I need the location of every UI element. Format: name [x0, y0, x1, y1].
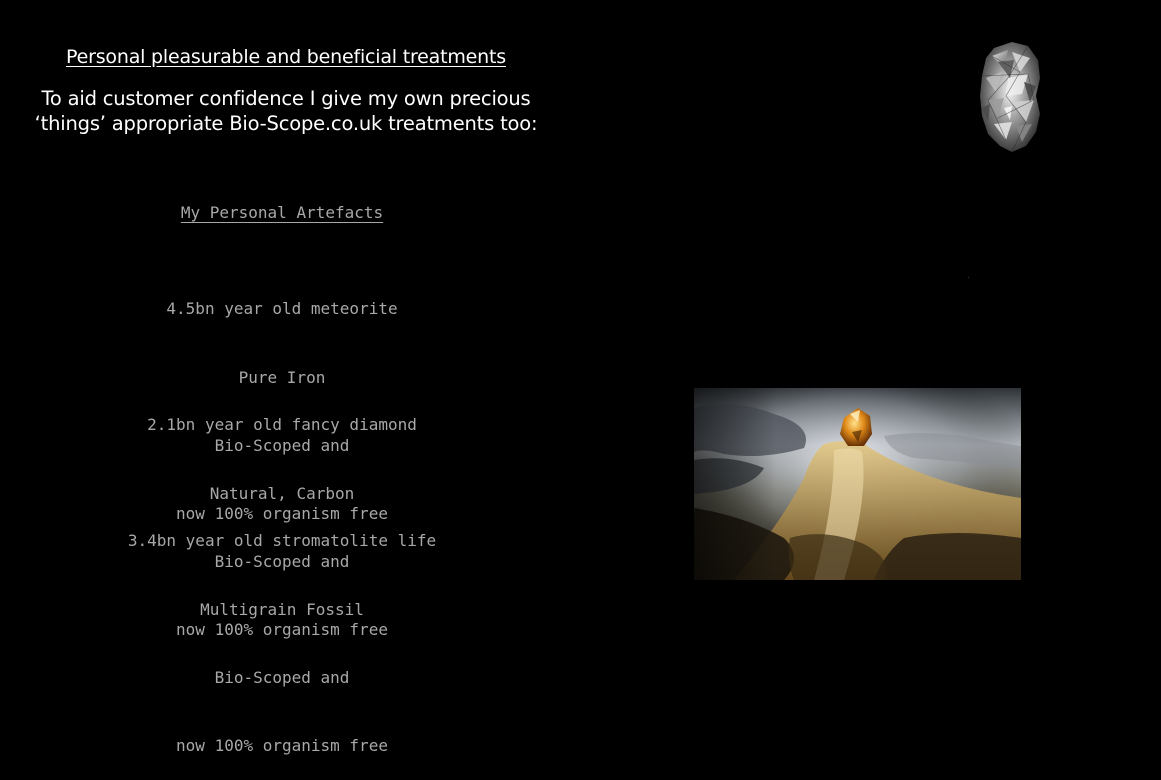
intro-line-2: ‘things’ appropriate Bio-Scope.co.uk treatments too:	[34, 112, 538, 135]
artefact-result: now 100% organism free	[176, 619, 388, 639]
intro-text	[0, 86, 572, 136]
artefact-name: 4.5bn year old meteorite	[166, 299, 398, 319]
artefact-treatment: Bio-Scoped and	[214, 435, 350, 455]
artefact-treatment: Bio-Scoped and	[214, 551, 350, 571]
artefact-material: Natural, Carbon	[209, 483, 355, 503]
artefact-material: Multigrain Fossil	[200, 599, 364, 619]
artefact-stromatolite	[0, 485, 564, 780]
artefact-result: now 100% organism free	[176, 735, 388, 755]
artefacts-title: My Personal Artefacts	[180, 203, 384, 222]
amber-fossil-photo	[694, 388, 1021, 580]
intro-line-1: To aid customer confidence I give my own precious	[41, 87, 531, 110]
stray-dot	[968, 277, 969, 278]
meteorite-photo	[968, 38, 1050, 156]
artefact-treatment: Bio-Scoped and	[214, 667, 350, 687]
artefact-name: 3.4bn year old stromatolite life	[127, 531, 437, 551]
artefact-name: 2.1bn year old fancy diamond	[147, 415, 417, 435]
page-title: Personal pleasurable and beneficial treatments	[66, 46, 506, 68]
artefact-material: Pure Iron	[238, 367, 326, 387]
artefact-result: now 100% organism free	[176, 503, 388, 523]
